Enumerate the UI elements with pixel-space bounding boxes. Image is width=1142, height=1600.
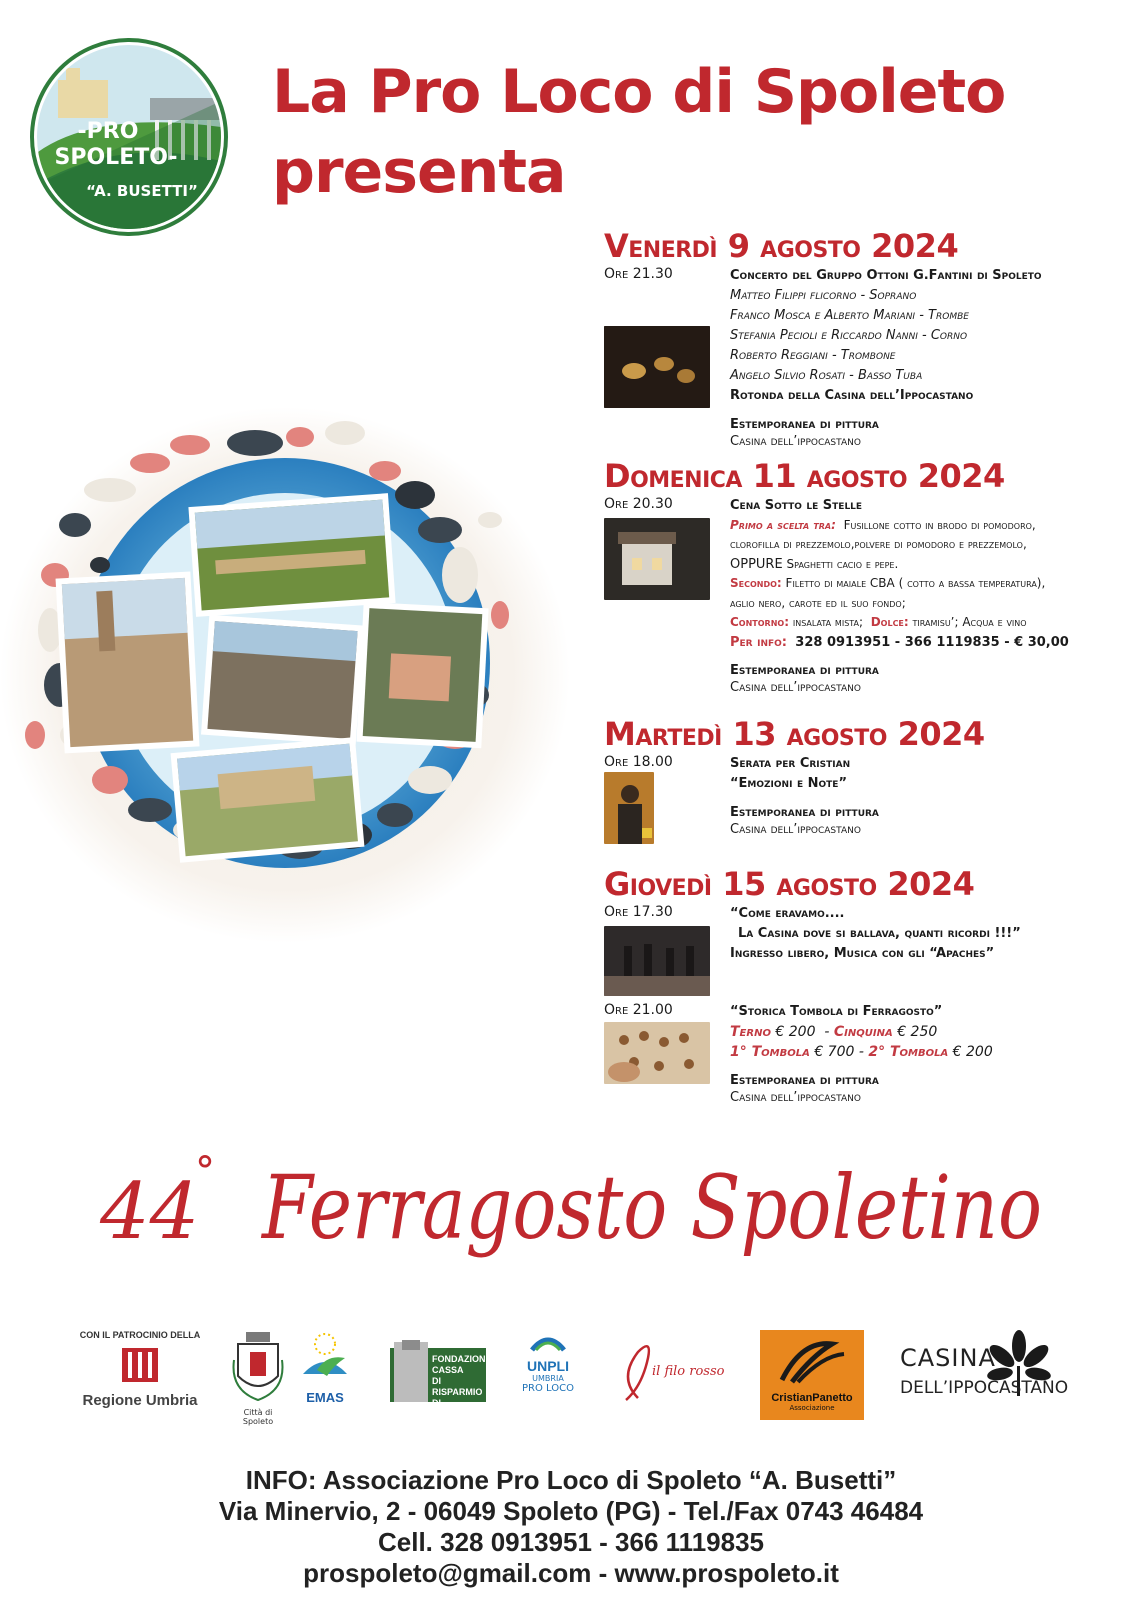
primo-label: Primo a scelta tra: bbox=[730, 517, 836, 532]
event-2-title: Domenica 11 agosto 2024 bbox=[604, 457, 1005, 495]
logo-line-3: “A. BUSETTI” bbox=[86, 182, 198, 200]
spoleto-crest-icon bbox=[230, 1330, 286, 1404]
sponsors-row bbox=[70, 1330, 1090, 1440]
event-1-venue: Rotonda della Casina dell’Ippocastano bbox=[730, 388, 974, 403]
apaches-photo bbox=[604, 926, 710, 996]
secondo-text-2: aglio nero, carote ed il suo fondo; bbox=[730, 595, 906, 610]
sponsor-filo-rosso bbox=[608, 1338, 728, 1408]
event-4-heading-1c: Ingresso libero, Musica con gli “Apaches” bbox=[730, 946, 995, 961]
events-list bbox=[604, 226, 1134, 1108]
fondazione-line-4: DI SPOLETO bbox=[432, 1398, 475, 1419]
unpli-label: UNPLI bbox=[527, 1358, 569, 1374]
casina-line-1: CASINA bbox=[900, 1344, 996, 1372]
event-3-time: Ore 18.00 bbox=[604, 754, 673, 770]
contorno-label: Contorno: bbox=[730, 615, 790, 629]
regione-umbria-icon bbox=[120, 1346, 160, 1384]
event-day-4: Giovedì 15 agosto 2024 Ore 17.30 “Come eravamo.... La Casina dove si ballava, quanti ricordi !!!” Ingresso libero, Musica con gli “Apaches” Ore 21.00 “Storica Tombola di Ferragosto” Terno € 200 - Cinquina € 250 1° Tombola € 700 - 2° Tombola € 200 Estemporanea di pittura Casina dell’ippocastano bbox=[604, 864, 1134, 1108]
cinquina-label: Cinquina bbox=[833, 1024, 893, 1040]
sponsor-citta-spoleto bbox=[228, 1330, 288, 1426]
sponsor-casina bbox=[900, 1330, 1080, 1420]
tombola-1-label: 1° Tombola bbox=[730, 1044, 810, 1060]
regione-caption: CON IL PATROCINIO DELLA bbox=[79, 1330, 201, 1340]
concert-photo bbox=[604, 326, 710, 408]
event-4-time-2: Ore 21.00 bbox=[604, 1002, 673, 1018]
info-text: 328 0913951 - 366 1119835 - € 30,00 bbox=[795, 634, 1069, 650]
dolce-label: Dolce: bbox=[870, 615, 909, 629]
panetto-icon bbox=[772, 1336, 852, 1388]
event-2-heading: Cena Sotto le Stelle bbox=[730, 498, 863, 513]
pro-loco-logo bbox=[30, 38, 228, 236]
event-4-heading-1a: “Come eravamo.... bbox=[730, 906, 845, 921]
festival-degree: ° bbox=[195, 1149, 215, 1195]
cinquina-value: € 250 bbox=[897, 1024, 938, 1040]
filo-label: il filo rosso bbox=[652, 1364, 725, 1379]
proloco-label: PRO LOCO bbox=[522, 1383, 574, 1394]
emas-icon bbox=[297, 1330, 353, 1386]
performer-3: Stefania Pecioli e Riccardo Nanni - Corno bbox=[730, 328, 968, 343]
tombola-photo bbox=[604, 1022, 710, 1084]
secondo-label: Secondo: bbox=[730, 576, 782, 590]
event-4-time-1: Ore 17.30 bbox=[604, 904, 673, 920]
sponsor-unpli bbox=[518, 1330, 578, 1394]
tombola-1-value: € 700 bbox=[814, 1044, 855, 1060]
fondazione-line-1: FONDAZIONE bbox=[432, 1354, 492, 1364]
event-day-1 bbox=[604, 226, 1134, 448]
photo-collage bbox=[0, 405, 580, 950]
primo-text: Fusillone cotto in brodo di pomodoro, bbox=[843, 517, 1036, 532]
event-4-extra-place: Casina dell’ippocastano bbox=[730, 1090, 861, 1105]
emas-label: EMAS bbox=[306, 1390, 344, 1405]
event-3-subheading: “Emozioni e Note” bbox=[730, 776, 847, 791]
event-3-extra-place: Casina dell’ippocastano bbox=[730, 822, 861, 837]
sponsor-emas bbox=[295, 1330, 355, 1405]
panetto-label: CristianPanetto bbox=[771, 1392, 853, 1404]
unpli-sub: UMBRIA bbox=[532, 1374, 564, 1383]
event-1-extra-place: Casina dell’ippocastano bbox=[730, 434, 861, 449]
performer-1: Matteo Filippi flicorno - Soprano bbox=[730, 288, 917, 303]
event-4-heading-1b: La Casina dove si ballava, quanti ricordi !!!” bbox=[738, 926, 1021, 941]
festival-title bbox=[0, 1130, 1142, 1280]
logo-line-2: SPOLETO- bbox=[54, 145, 178, 170]
fondazione-line-3: DI RISPARMIO bbox=[432, 1376, 483, 1397]
logo-line-1: -PRO bbox=[77, 119, 139, 144]
headline bbox=[272, 52, 1005, 212]
event-4-heading-2: “Storica Tombola di Ferragosto” bbox=[730, 1004, 943, 1019]
sponsor-fondazione bbox=[390, 1340, 492, 1419]
event-day-3 bbox=[604, 714, 1134, 856]
dolce-text: tiramisu’; Acqua e vino bbox=[912, 615, 1027, 629]
footer-info bbox=[0, 1465, 1142, 1589]
tombola-2-label: 2° Tombola bbox=[868, 1044, 949, 1060]
event-3-title: Martedì 13 agosto 2024 bbox=[604, 715, 985, 753]
citta-caption: Città di Spoleto bbox=[242, 1408, 274, 1426]
event-3-heading: Serata per Cristian bbox=[730, 756, 851, 771]
terno-value: € 200 bbox=[775, 1024, 816, 1040]
headline-line-2: presenta bbox=[272, 137, 566, 207]
event-4-title: Giovedì 15 agosto 2024 bbox=[604, 865, 975, 903]
sponsor-cristian-panetto bbox=[760, 1330, 864, 1420]
event-1-extra-title: Estemporanea di pittura bbox=[730, 417, 879, 432]
panetto-sub: Associazione bbox=[789, 1404, 835, 1412]
festival-number: 44 bbox=[100, 1167, 200, 1257]
secondo-text: Filetto di maiale CBA ( cotto a bassa temperatura), bbox=[785, 576, 1046, 590]
casina-line-2: DELL’IPPOCASTANO bbox=[900, 1378, 1069, 1398]
oppure-text: Spaghetti cacio e pepe. bbox=[786, 556, 899, 571]
footer-line-2: Via Minervio, 2 - 06049 Spoleto (PG) - Tel./Fax 0743 46484 bbox=[218, 1496, 924, 1526]
performer-2: Franco Mosca e Alberto Mariani - Trombe bbox=[730, 308, 969, 323]
event-3-extra-title: Estemporanea di pittura bbox=[730, 805, 879, 820]
event-1-title: Venerdì 9 agosto 2024 bbox=[604, 227, 959, 265]
performer-4: Roberto Reggiani - Trombone bbox=[730, 348, 896, 363]
oppure: OPPURE bbox=[730, 556, 783, 572]
event-2-extra-place: Casina dell’ippocastano bbox=[730, 680, 861, 695]
footer-line-4[interactable]: prospoleto@gmail.com - www.prospoleto.it bbox=[303, 1558, 839, 1588]
tombola-2-value: € 200 bbox=[952, 1044, 993, 1060]
unpli-icon bbox=[528, 1330, 568, 1354]
event-1-heading: Concerto del Gruppo Ottoni G.Fantini di Spoleto bbox=[730, 268, 1042, 283]
info-label: Per info: bbox=[730, 634, 788, 650]
terno-label: Terno bbox=[730, 1024, 771, 1040]
footer-line-3: Cell. 328 0913951 - 366 1119835 bbox=[377, 1527, 764, 1557]
dinner-photo bbox=[604, 518, 710, 600]
performer-5: Angelo Silvio Rosati - Basso Tuba bbox=[730, 368, 923, 383]
fondazione-line-2: CASSA bbox=[432, 1365, 464, 1375]
event-2-extra-title: Estemporanea di pittura bbox=[730, 663, 879, 678]
cristian-photo bbox=[604, 772, 654, 844]
event-4-extra-title: Estemporanea di pittura bbox=[730, 1073, 879, 1088]
primo-text-2: clorofilla di prezzemolo,polvere di pomodoro e prezzemolo, bbox=[730, 537, 1027, 551]
sponsor-regione-umbria bbox=[70, 1330, 210, 1409]
regione-name: Regione Umbria bbox=[82, 1392, 198, 1409]
footer-line-1: INFO: Associazione Pro Loco di Spoleto “A. Busetti” bbox=[245, 1465, 897, 1495]
event-1-time: Ore 21.30 bbox=[604, 266, 673, 282]
event-2-time: Ore 20.30 bbox=[604, 496, 673, 512]
festival-name: Ferragosto Spoletino bbox=[260, 1156, 1042, 1259]
headline-line-1: La Pro Loco di Spoleto bbox=[272, 57, 1006, 127]
event-day-2 bbox=[604, 456, 1134, 706]
contorno-text: insalata mista; bbox=[792, 615, 864, 629]
